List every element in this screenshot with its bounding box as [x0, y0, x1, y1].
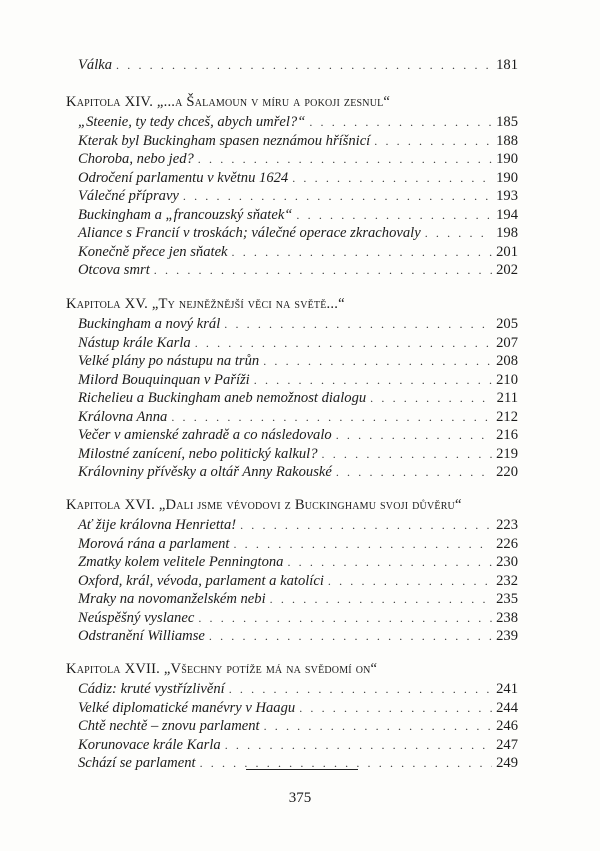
- entry-title: Odročení parlamentu v květnu 1624: [78, 170, 289, 186]
- entry-title: Richelieu a Buckingham aneb nemožnost dialogu: [78, 390, 367, 406]
- entry-page: 210: [496, 372, 518, 388]
- entry-title: Královniny přívěsky a oltář Anny Rakouské: [78, 464, 332, 480]
- toc-entry: [78, 700, 518, 720]
- toc-entry: [78, 409, 518, 429]
- entry-page: 223: [496, 517, 518, 533]
- toc-entry: [78, 262, 518, 282]
- chapter-heading: Kapitola XV. „Ty nejněžnější věci na světě...“: [66, 296, 345, 312]
- dot-leader: [328, 574, 492, 589]
- entry-page: 219: [496, 446, 518, 462]
- entry-title: Buckingham a nový král: [78, 316, 221, 332]
- entry-page: 211: [496, 390, 518, 406]
- dot-leader: [370, 391, 492, 406]
- entry-page: 226: [496, 536, 518, 552]
- dot-leader: [116, 58, 492, 73]
- entry-title: Milord Bouquinquan v Paříži: [78, 372, 250, 388]
- toc-entry: [78, 464, 518, 484]
- entry-page: 188: [496, 133, 518, 149]
- entry-title: Cádiz: kruté vystřízlivění: [78, 681, 225, 697]
- toc-entry: [78, 170, 518, 190]
- entry-title: Morová rána a parlament: [78, 536, 230, 552]
- toc-entry: [78, 681, 518, 701]
- footer-rule: [246, 769, 358, 770]
- dot-leader: [296, 208, 492, 223]
- dot-leader: [232, 245, 493, 260]
- toc-entry: [78, 446, 518, 466]
- entry-title: Kterak byl Buckingham spasen neznámou hříšnicí: [78, 133, 371, 149]
- entry-title: Válečné přípravy: [78, 188, 179, 204]
- toc-entry: [78, 536, 518, 556]
- entry-page: 244: [496, 700, 518, 716]
- entry-title: Choroba, nebo jed?: [78, 151, 194, 167]
- dot-leader: [198, 152, 492, 167]
- entry-title: Korunovace krále Karla: [78, 737, 221, 753]
- dot-leader: [336, 465, 492, 480]
- toc-entry: [78, 427, 518, 447]
- entry-page: 202: [496, 262, 518, 278]
- entry-page: 205: [496, 316, 518, 332]
- dot-leader: [254, 373, 492, 388]
- entry-title: Milostné zanícení, nebo politický kalkul?: [78, 446, 318, 462]
- entry-page: 216: [496, 427, 518, 443]
- entry-page: 220: [496, 464, 518, 480]
- toc-entry: [78, 57, 518, 77]
- entry-title: Večer v amienské zahradě a co následovalo: [78, 427, 332, 443]
- toc-entry: [78, 573, 518, 593]
- entry-page: 193: [496, 188, 518, 204]
- entry-page: 181: [496, 57, 518, 73]
- toc-entry: [78, 737, 518, 757]
- dot-leader: [287, 555, 492, 570]
- dot-leader: [264, 719, 493, 734]
- entry-page: 190: [496, 170, 518, 186]
- toc-entry: [78, 353, 518, 373]
- entry-title: Schází se parlament: [78, 755, 196, 771]
- entry-page: 235: [496, 591, 518, 607]
- entry-title: Neúspěšný vyslanec: [78, 610, 195, 626]
- dot-leader: [154, 263, 492, 278]
- dot-leader: [425, 226, 492, 241]
- chapter-heading: Kapitola XVII. „Všechny potíže má na svědomí on“: [66, 661, 378, 677]
- dot-leader: [198, 611, 492, 626]
- page-number: 375: [288, 790, 312, 806]
- chapter-heading: Kapitola XVI. „Dali jsme vévodovi z Buckinghamu svoji důvěru“: [66, 497, 462, 513]
- entry-title: Zmatky kolem velitele Penningtona: [78, 554, 284, 570]
- entry-title: Nástup krále Karla: [78, 335, 191, 351]
- entry-title: Velké plány po nástupu na trůn: [78, 353, 260, 369]
- toc-entry: [78, 114, 518, 134]
- toc-entry: [78, 517, 518, 537]
- dot-leader: [270, 592, 492, 607]
- dot-leader: [209, 629, 492, 644]
- dot-leader: [224, 317, 492, 332]
- entry-title: Konečně přece jen sňatek: [78, 244, 228, 260]
- entry-page: 198: [496, 225, 518, 241]
- dot-leader: [299, 701, 492, 716]
- entry-page: 208: [496, 353, 518, 369]
- toc-entry: [78, 335, 518, 355]
- entry-page: 230: [496, 554, 518, 570]
- dot-leader: [374, 134, 492, 149]
- entry-title: Odstranění Williamse: [78, 628, 205, 644]
- entry-title: Buckingham a „francouzský sňatek“: [78, 207, 293, 223]
- entry-page: 194: [496, 207, 518, 223]
- dot-leader: [229, 682, 492, 697]
- dot-leader: [263, 354, 492, 369]
- dot-leader: [195, 336, 492, 351]
- dot-leader: [292, 171, 492, 186]
- entry-page: 249: [496, 755, 518, 771]
- entry-title: Válka: [78, 57, 113, 73]
- toc-entry: [78, 591, 518, 611]
- entry-page: 190: [496, 151, 518, 167]
- entry-title: Mraky na novomanželském nebi: [78, 591, 266, 607]
- toc-entry: [78, 755, 518, 775]
- entry-title: Aliance s Francií v troskách; válečné operace zkrachovaly: [78, 225, 421, 241]
- toc-entry: [78, 188, 518, 208]
- dot-leader: [322, 447, 493, 462]
- entry-page: 185: [496, 114, 518, 130]
- toc-entry: [78, 151, 518, 171]
- entry-page: 239: [496, 628, 518, 644]
- entry-title: Oxford, král, vévoda, parlament a katolíci: [78, 573, 324, 589]
- entry-title: Ať žije královna Henrietta!: [78, 517, 237, 533]
- toc-entry: [78, 225, 518, 245]
- entry-page: 247: [496, 737, 518, 753]
- entry-page: 207: [496, 335, 518, 351]
- toc-entry: [78, 207, 518, 227]
- entry-title: Velké diplomatické manévry v Haagu: [78, 700, 296, 716]
- dot-leader: [309, 115, 492, 130]
- entry-page: 238: [496, 610, 518, 626]
- entry-page: 241: [496, 681, 518, 697]
- entry-page: 212: [496, 409, 518, 425]
- entry-page: 246: [496, 718, 518, 734]
- entry-page: 201: [496, 244, 518, 260]
- toc-entry: [78, 628, 518, 648]
- chapter-heading: Kapitola XIV. „...a Šalamoun v míru a pokoji zesnul“: [66, 94, 391, 110]
- dot-leader: [225, 738, 492, 753]
- toc-entry: [78, 316, 518, 336]
- dot-leader: [240, 518, 492, 533]
- toc-entry: [78, 610, 518, 630]
- entry-title: Královna Anna: [78, 409, 168, 425]
- entry-title: Otcova smrt: [78, 262, 150, 278]
- entry-page: 232: [496, 573, 518, 589]
- toc-entry: [78, 244, 518, 264]
- toc-entry: [78, 718, 518, 738]
- toc-entry: [78, 390, 518, 410]
- toc-entry: [78, 372, 518, 392]
- dot-leader: [233, 537, 492, 552]
- dot-leader: [336, 428, 492, 443]
- toc-entry: [78, 554, 518, 574]
- entry-title: Chtě nechtě – znovu parlament: [78, 718, 260, 734]
- entry-title: „Steenie, ty tedy chceš, abych umřel?“: [78, 114, 306, 130]
- dot-leader: [183, 189, 492, 204]
- toc-entry: [78, 133, 518, 153]
- dot-leader: [171, 410, 492, 425]
